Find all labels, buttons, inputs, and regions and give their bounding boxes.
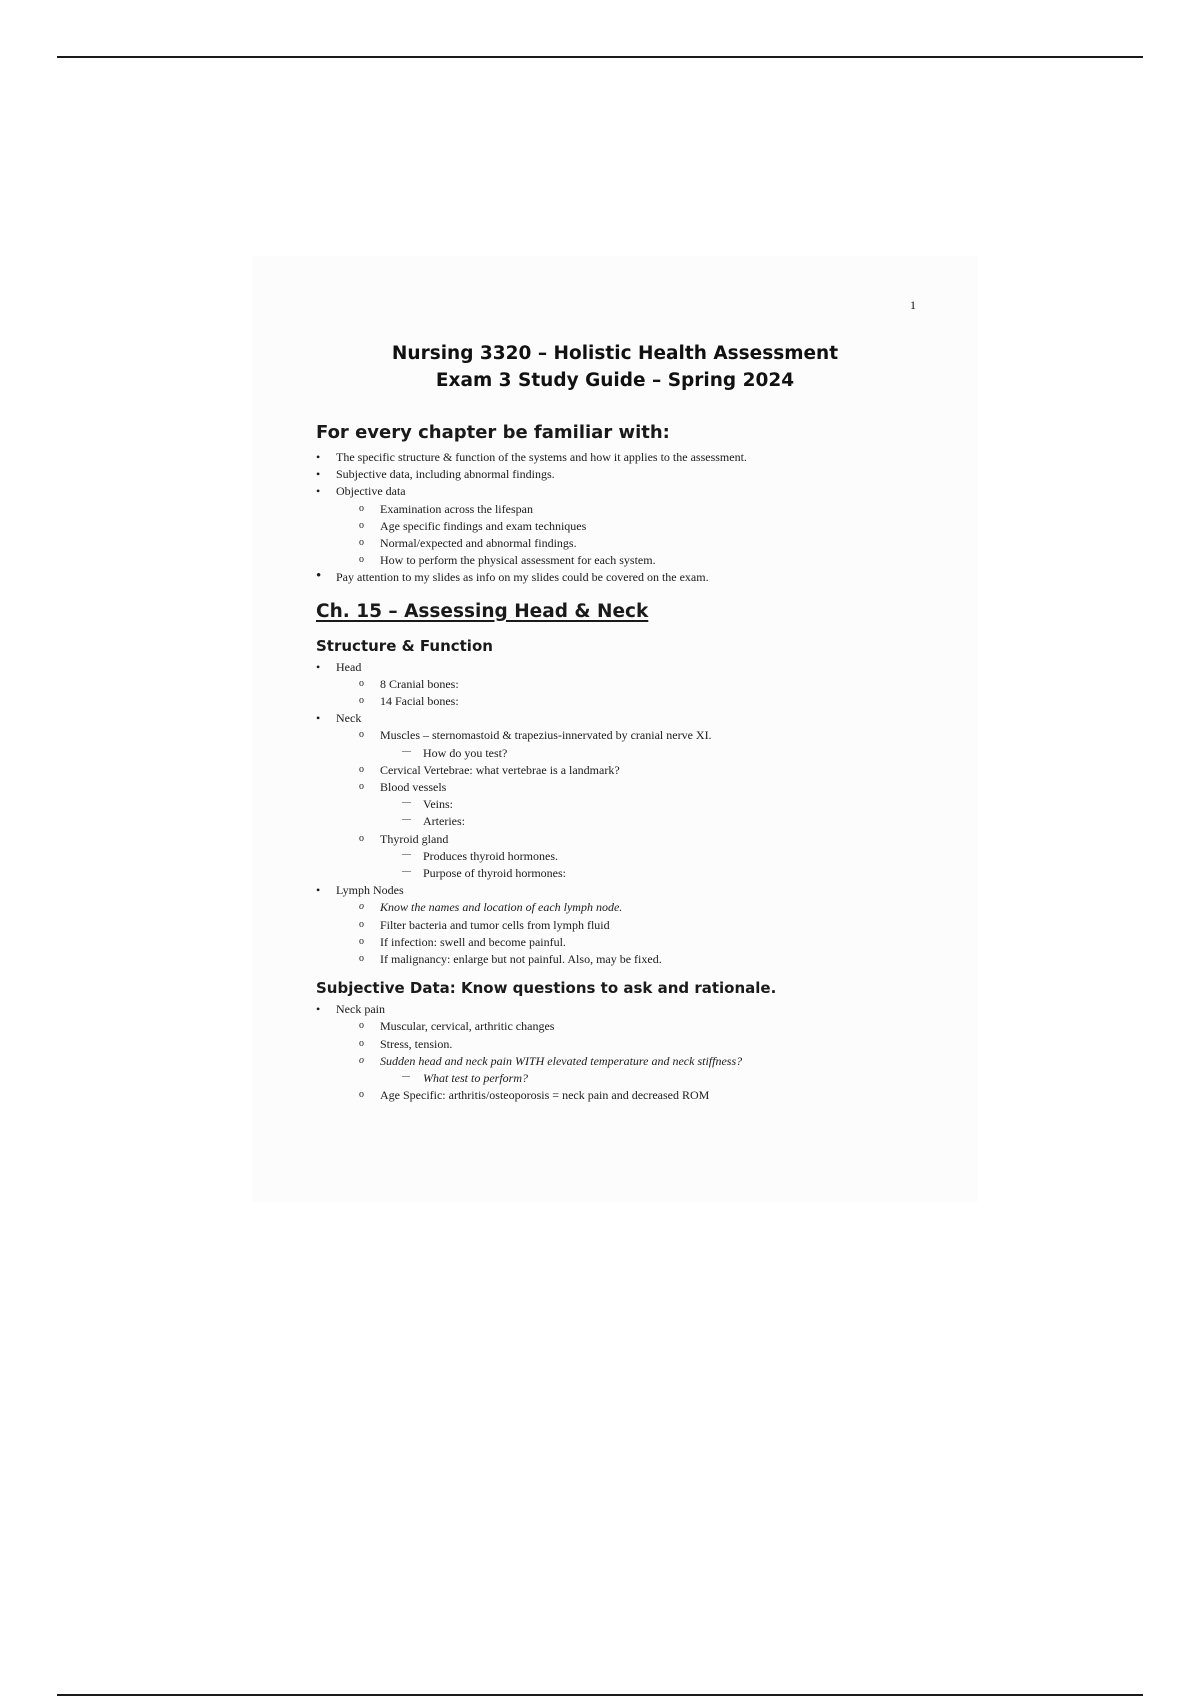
list-item: o Sudden head and neck pain WITH elevated temperature and neck stiffness? (316, 1053, 926, 1070)
list-item: o Muscular, cervical, arthritic changes (316, 1018, 926, 1035)
list-item: — Purpose of thyroid hormones: (316, 865, 926, 882)
list-item: • Pay attention to my slides as info on my slides could be covered on the exam. (316, 569, 926, 586)
list-item: • Subjective data, including abnormal findings. (316, 466, 926, 483)
list-item: o Examination across the lifespan (316, 501, 926, 518)
list-item: o Cervical Vertebrae: what vertebrae is a landmark? (316, 762, 926, 779)
list-item: o Age Specific: arthritis/osteoporosis = neck pain and decreased ROM (316, 1087, 926, 1104)
list-item: o Thyroid gland (316, 831, 926, 848)
list-item: • Neck pain (316, 1001, 926, 1018)
top-rule (57, 56, 1143, 58)
list-item: o Age specific findings and exam techniques (316, 518, 926, 535)
bottom-rule (57, 1694, 1143, 1696)
structure-heading: Structure & Function (316, 636, 493, 655)
list-item: o Normal/expected and abnormal findings. (316, 535, 926, 552)
list-item (316, 483, 926, 500)
list-item: o If malignancy: enlarge but not painful. Also, may be fixed. (316, 951, 926, 968)
list-item: o Know the names and location of each lymph node. (316, 899, 926, 916)
list-item: o If infection: swell and become painful. (316, 934, 926, 951)
list-item: o Stress, tension. (316, 1036, 926, 1053)
subjective-heading: Subjective Data: Know questions to ask and rationale. (316, 979, 777, 998)
list-item: • The specific structure & function of the systems and how it applies to the assessment. (316, 449, 926, 466)
page-number: 1 (910, 298, 916, 312)
chapter-heading: Ch. 15 – Assessing Head & Neck (316, 600, 649, 622)
title-line-1: Nursing 3320 – Holistic Health Assessment (391, 343, 839, 364)
document-body (316, 420, 926, 1105)
familiar-heading: For every chapter be familiar with: (316, 422, 670, 443)
list-item: • Neck (316, 710, 926, 727)
list-item: o Muscles – sternomastoid & trapezius-innervated by cranial nerve XI. (316, 727, 926, 744)
list-item: • Head (316, 659, 926, 676)
document-title (252, 340, 978, 394)
list-item: o 14 Facial bones: (316, 693, 926, 710)
list-item-label: Objective data (336, 484, 406, 499)
structure-list (316, 659, 926, 969)
subjective-list (316, 1001, 926, 1104)
list-item: — What test to perform? (316, 1070, 926, 1087)
list-item: — Arteries: (316, 813, 926, 830)
list-item: o Filter bacteria and tumor cells from lymph fluid (316, 917, 926, 934)
list-item: o How to perform the physical assessment for each system. (316, 552, 926, 569)
familiar-list (316, 449, 926, 587)
list-item: — How do you test? (316, 745, 926, 762)
list-item: • Lymph Nodes (316, 882, 926, 899)
list-item: o Blood vessels (316, 779, 926, 796)
title-line-2: Exam 3 Study Guide – Spring 2024 (435, 370, 795, 391)
list-item: — Veins: (316, 796, 926, 813)
list-item: o 8 Cranial bones: (316, 676, 926, 693)
list-item: — Produces thyroid hormones. (316, 848, 926, 865)
